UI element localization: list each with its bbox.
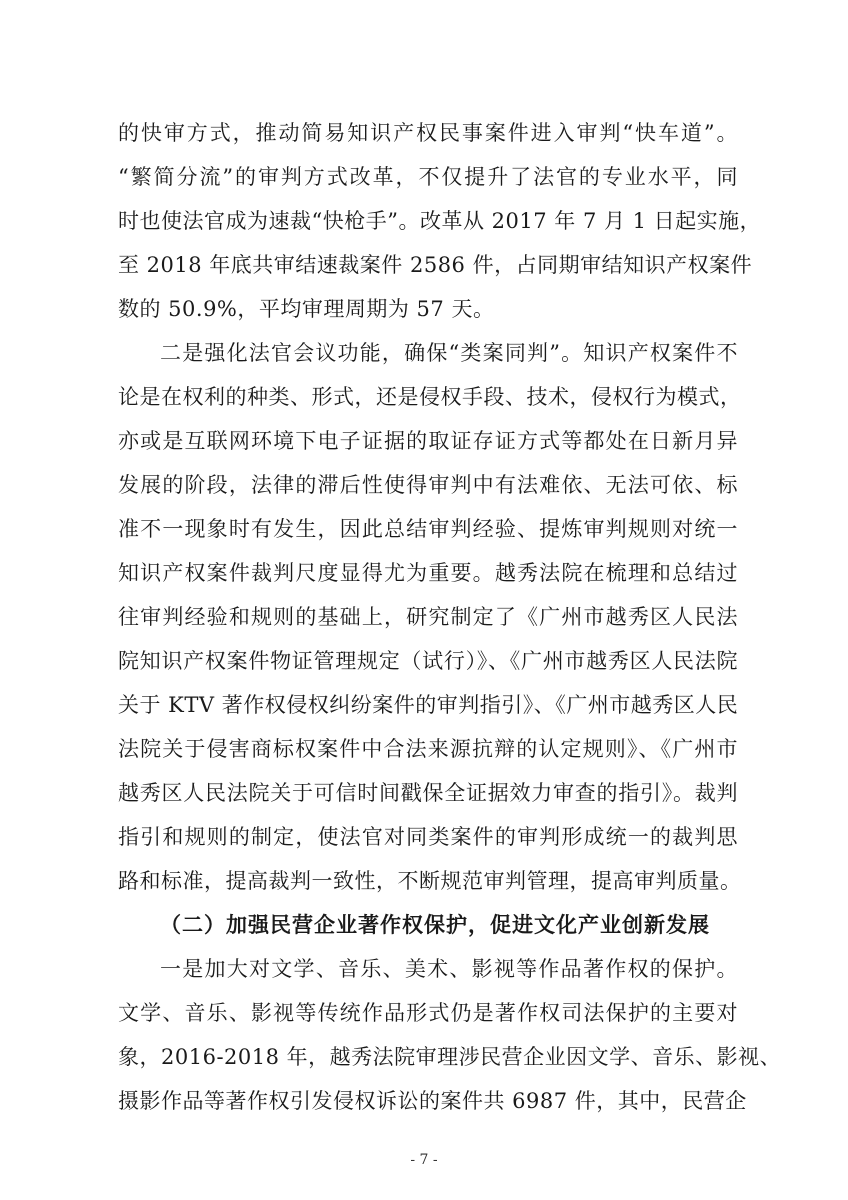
paragraph-line: 关于 KTV 著作权侵权纠纷案件的审判指引》、《广州市越秀区人民	[118, 693, 739, 717]
paragraph-first-line: 二是强化法官会议功能，确保“类案同判”。知识产权案件不	[160, 341, 738, 365]
paragraph-line: 指引和规则的制定，使法官对同类案件的审判形成统一的裁判思	[118, 825, 738, 849]
paragraph-line: 院知识产权案件物证管理规定（试行）》、《广州市越秀区人民法院	[118, 649, 738, 673]
paragraph-line: 的快审方式，推动简易知识产权民事案件进入审判“快车道”。	[118, 121, 738, 145]
paragraph-line: 亦或是互联网环境下电子证据的取证存证方式等都处在日新月异	[118, 429, 738, 453]
paragraph-line: 时也使法官成为速裁“快枪手”。改革从 2017 年 7 月 1 日起实施，	[118, 209, 762, 233]
paragraph-line: 法院关于侵害商标权案件中合法来源抗辩的认定规则》、《广州市	[118, 737, 738, 761]
paragraph-line: 往审判经验和规则的基础上，研究制定了《广州市越秀区人民法	[118, 605, 738, 629]
paragraph-line: 摄影作品等著作权引发侵权诉讼的案件共 6987 件，其中，民营企	[118, 1089, 747, 1113]
paragraph-line: 发展的阶段，法律的滞后性使得审判中有法难依、无法可依、标	[118, 473, 738, 497]
section-heading: （二）加强民营企业著作权保护，促进文化产业创新发展	[160, 912, 710, 937]
paragraph-line: 知识产权案件裁判尺度显得尤为重要。越秀法院在梳理和总结过	[118, 561, 738, 585]
paragraph-line: 至 2018 年底共审结速裁案件 2586 件，占同期审结知识产权案件	[118, 253, 753, 277]
paragraph-line: 象，2016-2018 年，越秀法院审理涉民营企业因文学、音乐、影视、	[118, 1045, 782, 1069]
paragraph-first-line: 一是加大对文学、音乐、美术、影视等作品著作权的保护。	[160, 957, 738, 981]
paragraph-line: 论是在权利的种类、形式，还是侵权手段、技术，侵权行为模式，	[118, 385, 742, 409]
paragraph-line: 准不一现象时有发生，因此总结审判经验、提炼审判规则对统一	[118, 517, 738, 541]
paragraph-line: 数的 50.9%，平均审理周期为 57 天。	[118, 297, 495, 321]
page-number: - 7 -	[410, 1152, 438, 1168]
paragraph-line: 路和标准，提高裁判一致性，不断规范审判管理，提高审判质量。	[118, 869, 742, 893]
paragraph-line: 文学、音乐、影视等传统作品形式仍是著作权司法保护的主要对	[118, 1001, 738, 1025]
paragraph-line: 越秀区人民法院关于可信时间戳保全证据效力审查的指引》。裁判	[118, 781, 738, 805]
paragraph-line: “繁简分流”的审判方式改革，不仅提升了法官的专业水平，同	[118, 165, 738, 189]
